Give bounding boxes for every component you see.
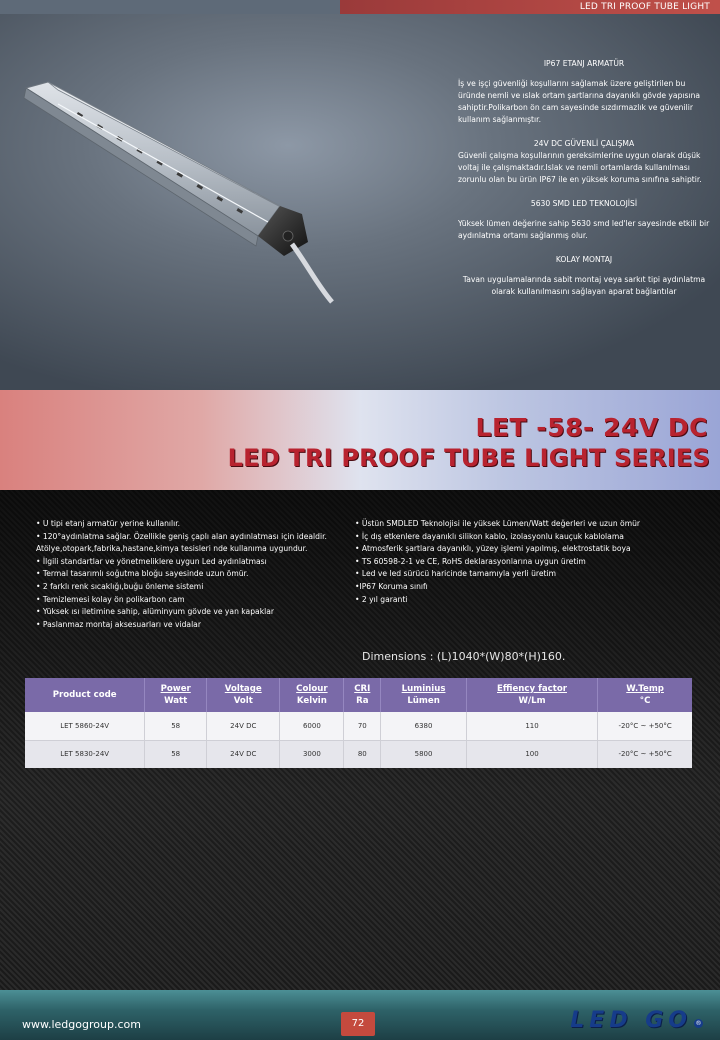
specs-section [0, 490, 720, 990]
table-cell: 58 [145, 740, 207, 768]
header-luminius: Luminius Lümen [381, 678, 467, 712]
table-cell: LET 5830-24V [25, 740, 145, 768]
hero-description [458, 58, 710, 310]
table-header-row [25, 678, 692, 712]
feature-item: • Paslanmaz montaj aksesuarları ve vidalar [36, 619, 201, 629]
features-list-right [355, 518, 695, 606]
feature-item: • U tipi etanj armatür yerine kullanılır. [36, 519, 181, 528]
table-cell: 5800 [381, 740, 467, 768]
header-power: Power Watt [145, 678, 207, 712]
header-wtemp: W.Temp °C [598, 678, 692, 712]
table-cell: 110 [466, 712, 597, 740]
feature-item: • 120°aydınlatma sağlar. Özellikle geniş çaplı alan aydınlatması için idealdir. Atölye,otopark,fabrika,hastane,kimya tesisleri nde kullanıma uygundur. [36, 531, 327, 554]
registered-mark: ® [695, 1020, 702, 1027]
ledgo-logo: LED GO [570, 1008, 692, 1033]
header-cri: CRI Ra [344, 678, 381, 712]
feature-item: • İç dış etkenlere dayanıklı silikon kablo, izolasyonlu kauçuk kablolama [355, 531, 624, 541]
header-product-code: Product code [25, 678, 145, 712]
table-cell: 100 [466, 740, 597, 768]
led-tube-light-image [18, 76, 358, 306]
product-title-band [0, 390, 720, 490]
category-tab [340, 0, 720, 14]
feature-item: • TS 60598-2-1 ve CE, RoHS deklarasyonlarına uygun üretim [355, 556, 586, 566]
hero-body-1: İş ve işçi güvenliği koşullarını sağlamak üzere geliştirilen bu üründe nemli ve ıslak ortam şartlarına dayanıklı gövde yapısına sahiptir.Polikarbon ön cam sayesinde sızdırmazlık ve güvenilir kullanım sağlanmıştır. [458, 79, 701, 124]
feature-item: •IP67 Koruma sınıfı [355, 581, 428, 591]
dimensions-text: Dimensions : (L)1040*(W)80*(H)160. [362, 650, 566, 663]
table-cell: 3000 [280, 740, 344, 768]
table-cell: 24V DC [207, 712, 280, 740]
table-cell: 70 [344, 712, 381, 740]
hero-body-2: Güvenli çalışma koşullarının gereksimlerine uygun olarak düşük voltaj ile çalışmaktadır.Islak ve nemli ortamlarda kullanılması zorunlu olan bu ürün IP67 ile en yüksek koruma sınıfına sahiptir. [458, 151, 702, 184]
product-series-title: LED TRI PROOF TUBE LIGHT SERIES [227, 444, 710, 472]
feature-item: • 2 farklı renk sıcaklığı,buğu önleme sistemi [36, 581, 204, 591]
feature-item: • Atmosferik şartlara dayanıklı, yüzey işlemi yapılmış, elektrostatik boya [355, 544, 631, 554]
table-cell: 6000 [280, 712, 344, 740]
hero-body-3: Yüksek lümen değerine sahip 5630 smd led'ler sayesinde etkili bir aydınlatma ortamı sağlanmış olur. [458, 219, 710, 240]
feature-item: • Termal tasarımlı soğutma bloğu sayesinde uzun ömür. [36, 569, 249, 579]
header-voltage: Voltage Volt [207, 678, 280, 712]
feature-item: • Led ve led sürücü haricinde tamamıyla yerli üretim [355, 569, 557, 579]
table-cell: 58 [145, 712, 207, 740]
features-list-left [36, 518, 342, 631]
table-cell: LET 5860-24V [25, 712, 145, 740]
table-cell: -20°C ~ +50°C [598, 712, 692, 740]
table-cell: 24V DC [207, 740, 280, 768]
feature-item: • Üstün SMDLED Teknolojisi ile yüksek Lümen/Watt değerleri ve uzun ömür [355, 519, 641, 528]
product-model-title: LET -58- 24V DC [475, 413, 708, 442]
specification-table [25, 678, 692, 768]
hero-heading-2: 24V DC GÜVENLİ ÇALIŞMA [533, 139, 635, 148]
hero-heading-4: KOLAY MONTAJ [555, 255, 613, 264]
hero-body-4: Tavan uygulamalarında sabit montaj veya sarkıt tipi aydınlatma olarak kullanılmasını sağlayan aparat bağlantılar [462, 275, 706, 296]
hero-heading-3: 5630 SMD LED TEKNOLOJİSİ [530, 199, 638, 208]
feature-item: • İlgili standartlar ve yönetmeliklere uygun Led aydınlatması [36, 556, 267, 566]
website-link[interactable]: www.ledgogroup.com [22, 1018, 141, 1031]
feature-item: • 2 yıl garanti [355, 594, 408, 604]
header-efficiency: Effiency factor W/Lm [466, 678, 597, 712]
footer [0, 990, 720, 1040]
page-number: 72 [341, 1012, 375, 1036]
feature-item: • Yüksek ısı iletimine sahip, alüminyum gövde ve yan kapaklar [36, 607, 274, 617]
hero-section [0, 14, 720, 390]
category-label: LED TRI PROOF TUBE LIGHT [579, 2, 710, 12]
header-colour: Colour Kelvin [280, 678, 344, 712]
table-cell: 80 [344, 740, 381, 768]
feature-item: • Temizlemesi kolay ön polikarbon cam [36, 594, 185, 604]
table-cell: -20°C ~ +50°C [598, 740, 692, 768]
hero-heading-1: IP67 ETANJ ARMATÜR [543, 59, 625, 68]
table-row [25, 740, 692, 768]
table-cell: 6380 [381, 712, 467, 740]
table-row [25, 712, 692, 740]
top-header-strip [0, 0, 720, 14]
